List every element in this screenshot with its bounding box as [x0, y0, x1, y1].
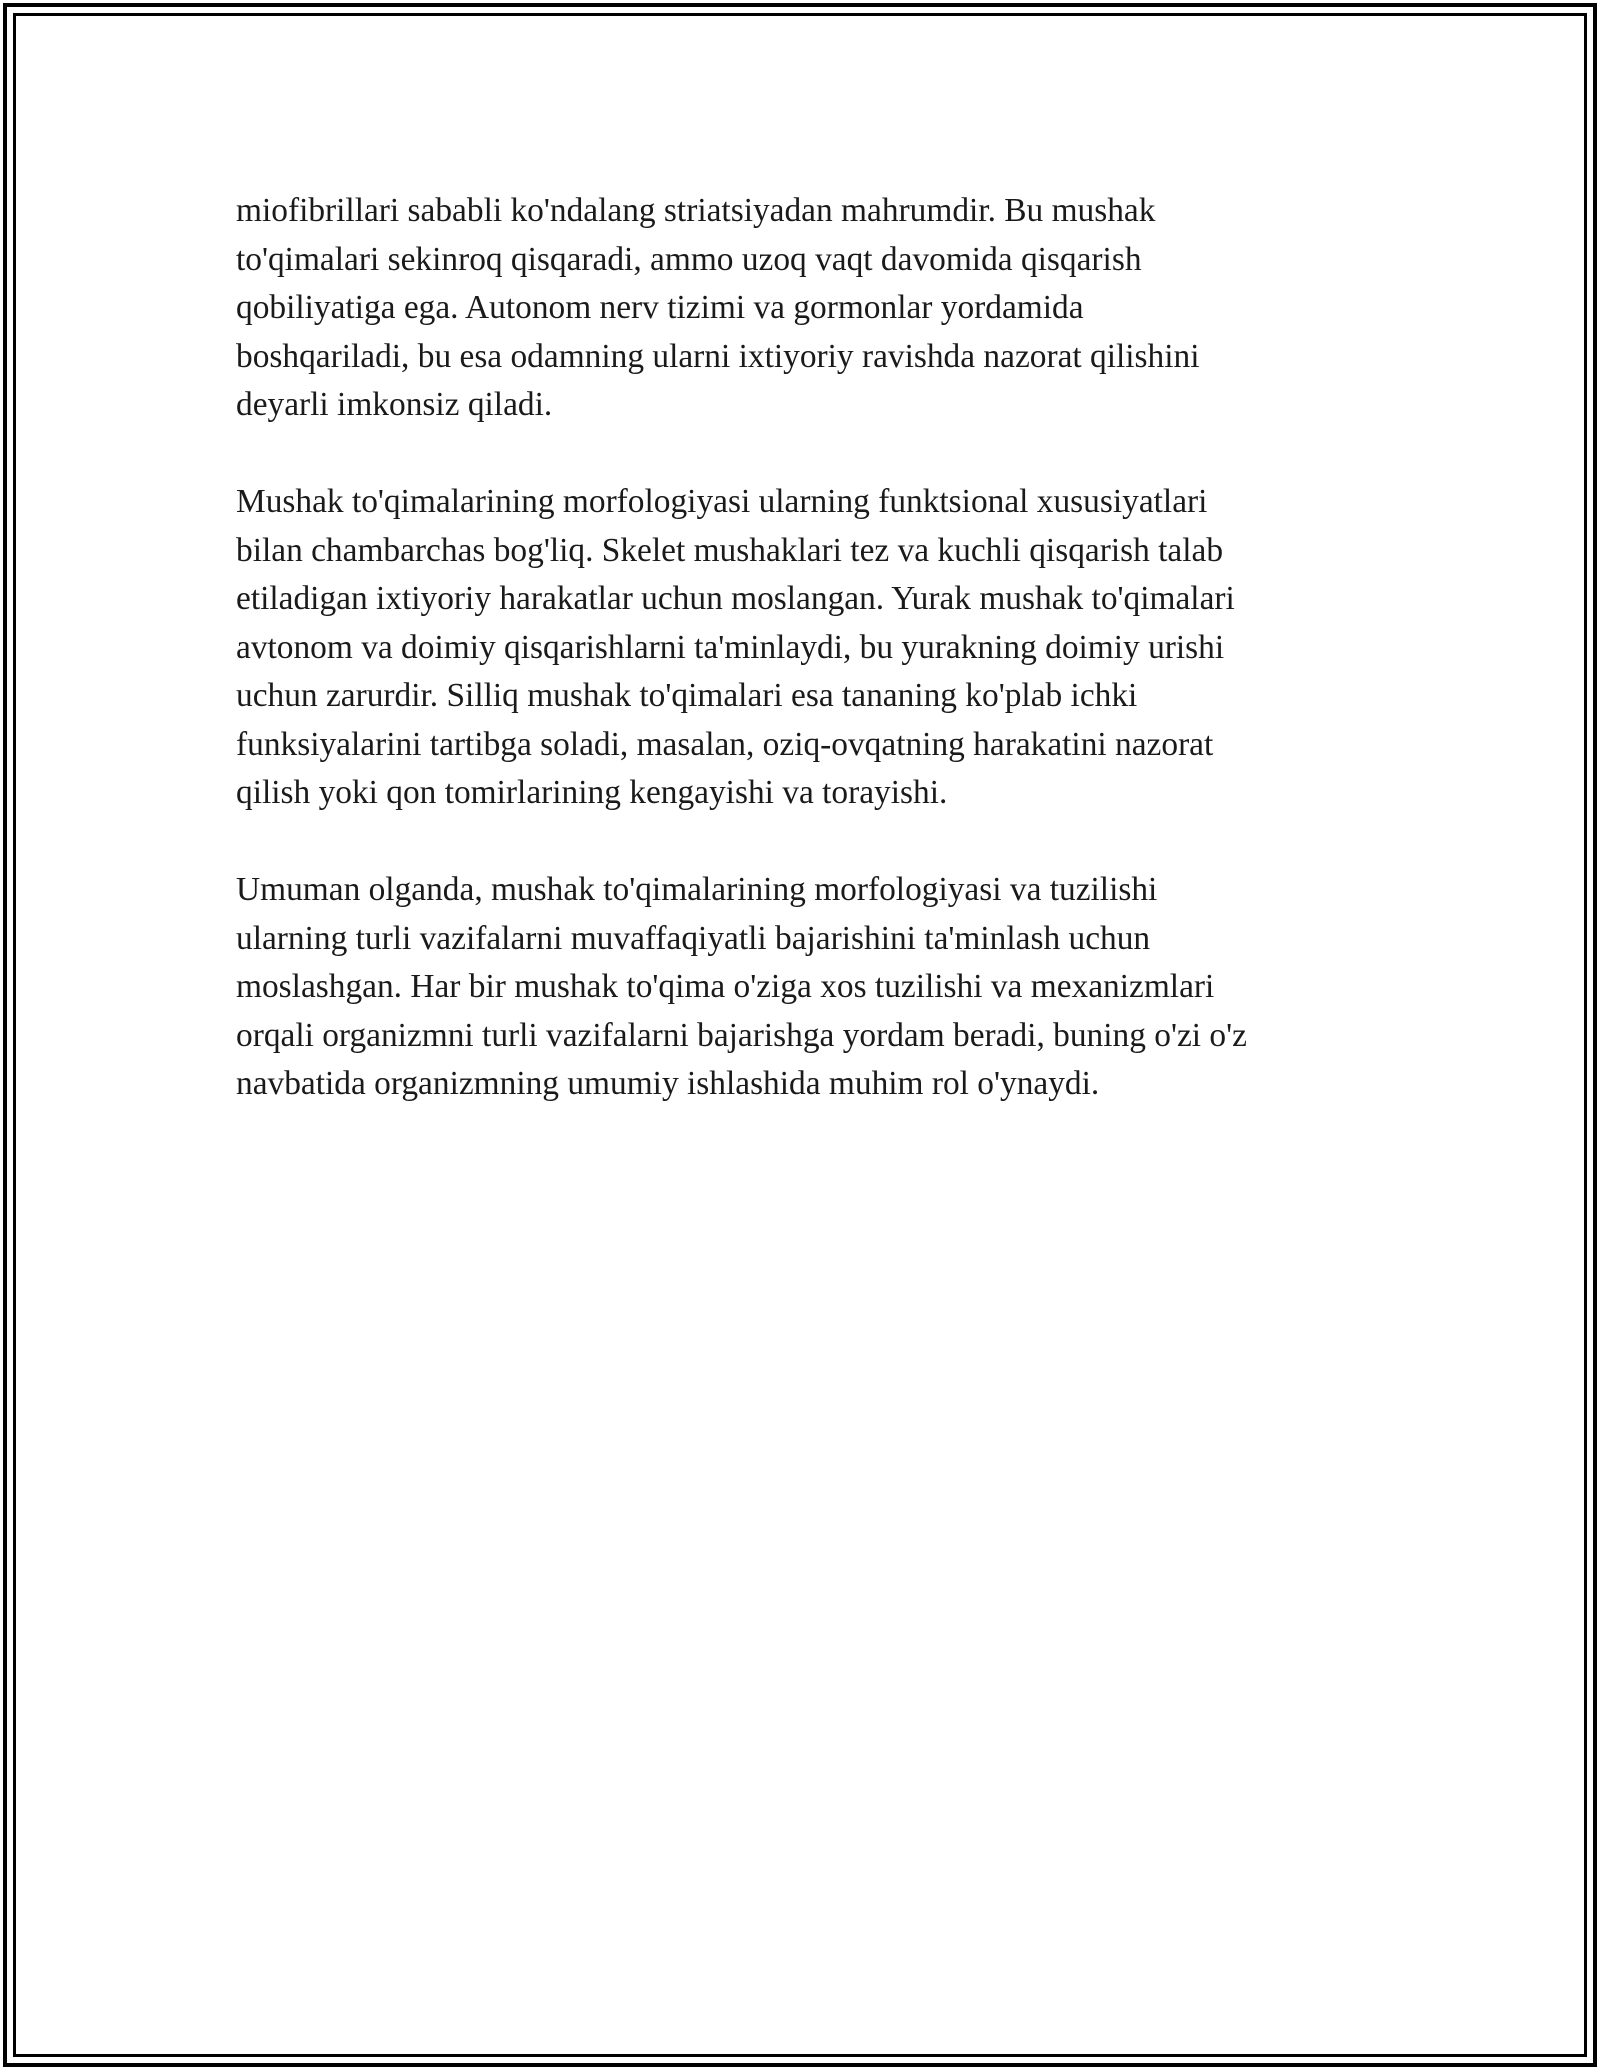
- text-line: navbatida organizmning umumiy ishlashida muhim rol o'ynaydi.: [236, 1065, 1100, 1102]
- text-line: miofibrillari sababli ko'ndalang striatsiyadan mahrumdir. Bu mushak: [236, 192, 1156, 229]
- text-line: moslashgan. Har bir mushak to'qima o'ziga xos tuzilishi va mexanizmlari: [236, 968, 1215, 1005]
- text-line: avtonom va doimiy qisqarishlarni ta'minlaydi, bu yurakning doimiy urishi: [236, 628, 1225, 666]
- text-line: uchun zarurdir. Silliq mushak to'qimalari esa tananing ko'plab ichki: [236, 677, 1138, 714]
- text-line: to'qimalari sekinroq qisqaradi, ammo uzoq vaqt davomida qisqarish: [236, 240, 1142, 278]
- text-line: funksiyalarini tartibga soladi, masalan, oziq-ovqatning harakatini nazorat: [236, 725, 1214, 763]
- text-line: orqali organizmni turli vazifalarni bajarishga yordam beradi, buning o'zi o'z: [236, 1016, 1247, 1054]
- text-line: qobiliyatiga ega. Autonom nerv tizimi va gormonlar yordamida: [236, 289, 1084, 326]
- text-line: deyarli imkonsiz qiladi.: [236, 386, 553, 423]
- document-body: [236, 187, 1376, 1157]
- text-line: Umuman olganda, mushak to'qimalarining morfologiyasi va tuzilishi: [236, 871, 1158, 908]
- text-line: ularning turli vazifalarni muvaffaqiyatli bajarishini ta'minlash uchun: [236, 919, 1151, 957]
- paragraph-smooth-muscle: [236, 187, 1376, 430]
- text-line: qilish yoki qon tomirlarining kengayishi va torayishi.: [236, 774, 948, 811]
- text-line: etiladigan ixtiyoriy harakatlar uchun moslangan. Yurak mushak to'qimalari: [236, 580, 1235, 617]
- paragraph-conclusion: [236, 866, 1376, 1109]
- text-line: Mushak to'qimalarining morfologiyasi ularning funktsional xususiyatlari: [236, 483, 1208, 520]
- text-line: boshqariladi, bu esa odamning ularni ixtiyoriy ravishda nazorat qilishini: [236, 337, 1200, 375]
- paragraph-morphology-function: [236, 478, 1376, 818]
- text-line: bilan chambarchas bog'liq. Skelet mushaklari tez va kuchli qisqarish talab: [236, 531, 1224, 569]
